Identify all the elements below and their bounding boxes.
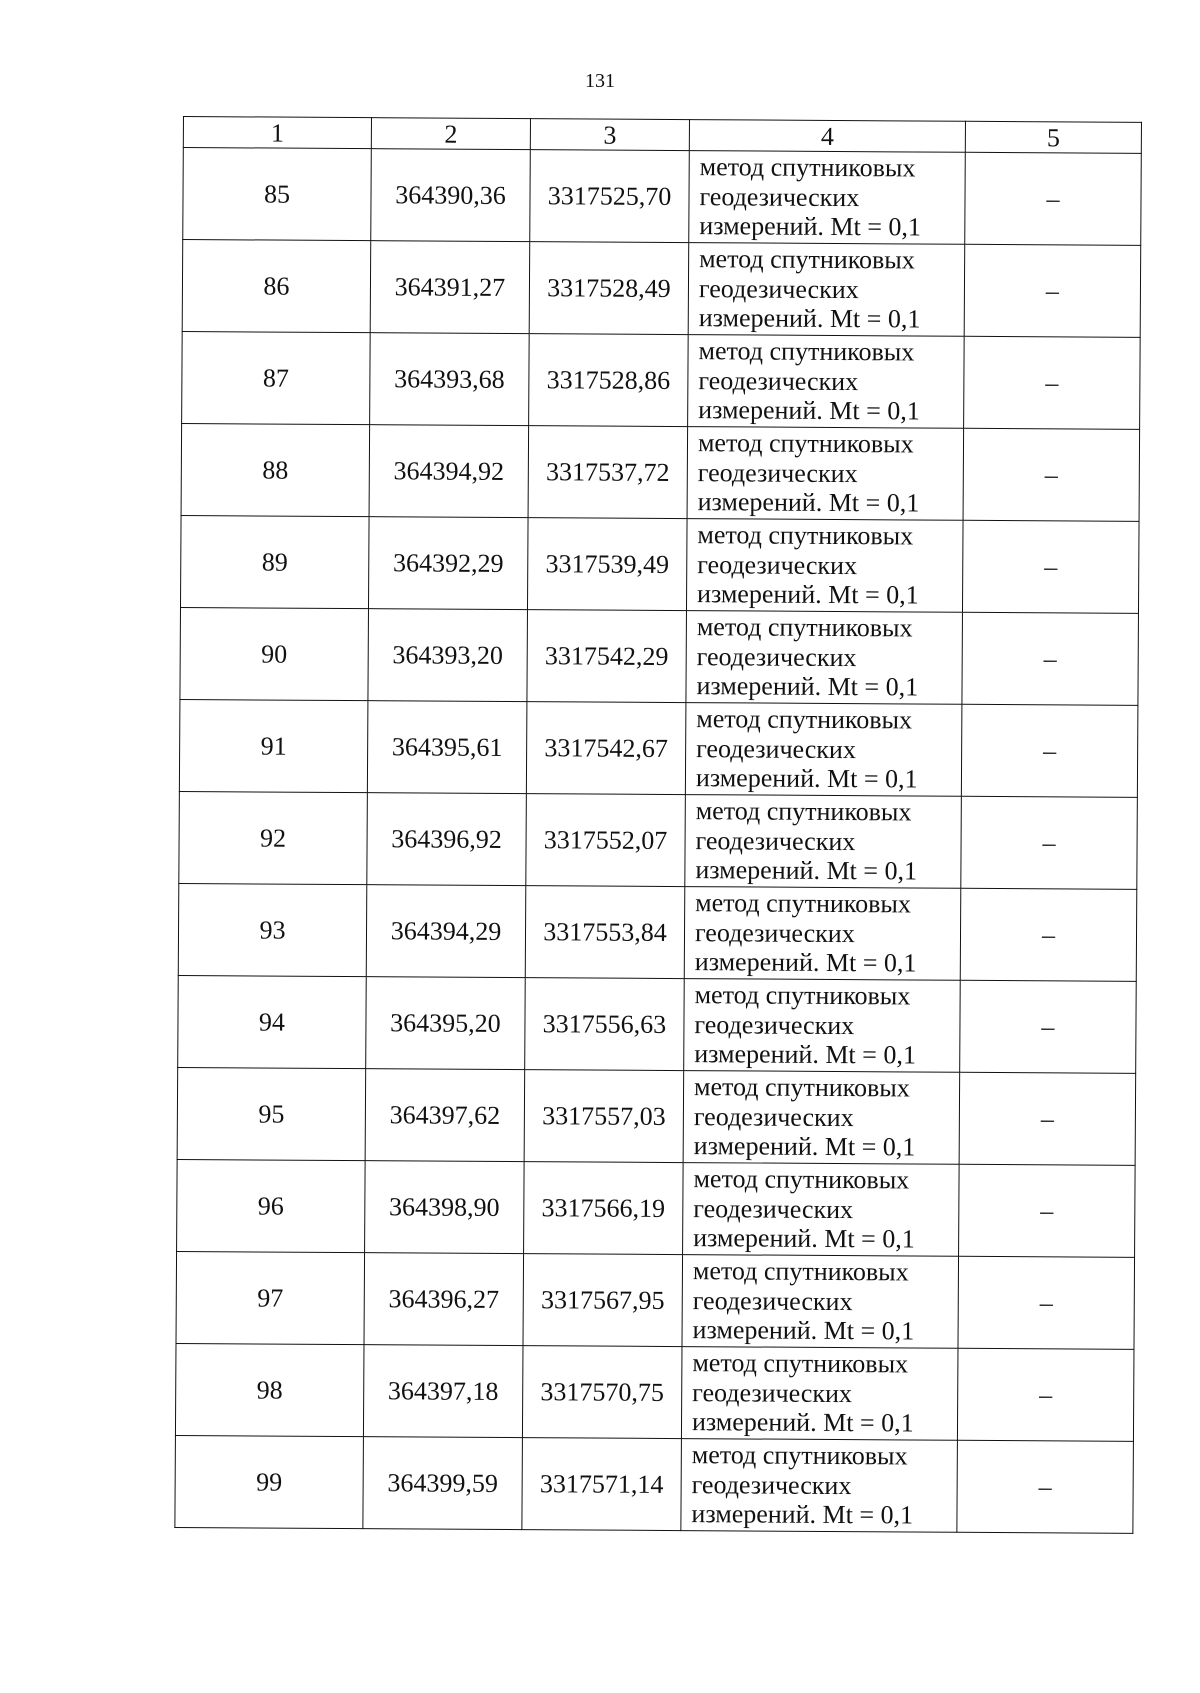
x-coordinate-cell: 364396,27	[364, 1253, 524, 1346]
method-line-2: геодезических	[696, 641, 857, 672]
note-cell: –	[964, 244, 1141, 337]
y-coordinate-cell: 3317571,14	[522, 1438, 682, 1531]
y-coordinate-cell: 3317570,75	[522, 1346, 682, 1439]
table-row	[178, 975, 1137, 1073]
header-col-2: 2	[371, 118, 530, 150]
note-cell: –	[964, 336, 1141, 429]
x-coordinate-cell: 364394,92	[369, 425, 529, 518]
page-number: 131	[585, 70, 615, 92]
note-cell: –	[962, 520, 1139, 613]
method-line-1: метод спутниковых	[697, 428, 914, 459]
y-coordinate-cell: 3317539,49	[527, 518, 687, 611]
method-cell	[686, 519, 963, 613]
x-coordinate-cell: 364394,29	[366, 885, 526, 978]
method-cell	[685, 703, 962, 797]
y-coordinate-cell: 3317528,49	[529, 242, 689, 335]
method-cell	[687, 427, 964, 521]
method-cell	[682, 1255, 959, 1349]
method-line-2: геодезических	[697, 549, 858, 580]
table-row	[175, 1435, 1134, 1533]
x-coordinate-cell: 364393,20	[368, 609, 528, 702]
note-cell: –	[960, 980, 1137, 1073]
note-cell: –	[957, 1440, 1134, 1533]
method-line-2: геодезических	[694, 1009, 855, 1040]
method-cell	[683, 1163, 960, 1257]
y-coordinate-cell: 3317552,07	[526, 794, 686, 887]
method-line-1: метод спутниковых	[695, 888, 911, 919]
point-number-cell: 96	[177, 1159, 366, 1252]
method-line-1: метод спутниковых	[694, 980, 911, 1011]
x-coordinate-cell: 364395,20	[366, 977, 526, 1070]
method-line-1: метод спутниковых	[696, 704, 913, 735]
point-number-cell: 99	[175, 1435, 364, 1528]
method-line-3: измерений. Mt = 0,1	[691, 1499, 914, 1530]
x-coordinate-cell: 364397,18	[363, 1345, 523, 1438]
y-coordinate-cell: 3317525,70	[530, 150, 690, 243]
table-row	[179, 791, 1138, 889]
point-number-cell: 91	[179, 699, 368, 792]
method-line-1: метод спутниковых	[693, 1164, 910, 1195]
point-number-cell: 94	[178, 975, 367, 1068]
method-line-3: измерений. Mt = 0,1	[693, 1223, 915, 1254]
point-number-cell: 87	[182, 331, 371, 424]
method-line-1: метод спутниковых	[692, 1256, 909, 1287]
method-cell	[684, 979, 961, 1073]
method-line-2: геодезических	[697, 457, 858, 488]
method-line-3: измерений. Mt = 0,1	[698, 395, 920, 426]
method-line-3: измерений. Mt = 0,1	[695, 855, 918, 886]
point-number-cell: 89	[180, 515, 369, 608]
method-cell	[689, 151, 966, 245]
method-line-1: метод спутниковых	[693, 1072, 910, 1103]
method-line-1: метод спутниковых	[696, 612, 913, 643]
header-col-1: 1	[183, 117, 371, 149]
point-number-cell: 86	[182, 240, 371, 333]
note-cell: –	[959, 1072, 1136, 1165]
x-coordinate-cell: 364397,62	[365, 1069, 525, 1162]
method-line-2: геодезических	[698, 365, 859, 396]
table-row	[179, 699, 1138, 797]
method-cell	[685, 795, 962, 889]
x-coordinate-cell: 364396,92	[367, 793, 527, 886]
x-coordinate-cell: 364390,36	[371, 149, 531, 242]
table-row	[182, 331, 1141, 429]
y-coordinate-cell: 3317556,63	[525, 978, 685, 1071]
table-row	[183, 148, 1142, 246]
method-line-1: метод спутниковых	[692, 1348, 909, 1379]
y-coordinate-cell: 3317542,67	[526, 702, 686, 795]
method-line-3: измерений. Mt = 0,1	[699, 211, 922, 242]
point-number-cell: 93	[178, 883, 367, 976]
table-row	[176, 1251, 1135, 1349]
method-line-2: геодезических	[696, 733, 856, 764]
table-row	[182, 240, 1141, 338]
method-line-3: измерений. Mt = 0,1	[694, 947, 917, 978]
coordinates-table	[174, 116, 1142, 1534]
method-cell	[681, 1439, 958, 1533]
method-line-1: метод спутниковых	[691, 1440, 908, 1471]
method-line-3: измерений. Mt = 0,1	[696, 671, 919, 702]
coordinates-table-wrapper	[174, 116, 1141, 1534]
method-line-2: геодезических	[691, 1469, 852, 1500]
method-line-1: метод спутниковых	[699, 152, 916, 183]
method-line-3: измерений. Mt = 0,1	[691, 1407, 914, 1438]
method-line-3: измерений. Mt = 0,1	[697, 579, 919, 610]
x-coordinate-cell: 364399,59	[363, 1437, 523, 1530]
y-coordinate-cell: 3317557,03	[524, 1070, 684, 1163]
method-cell	[686, 611, 963, 705]
point-number-cell: 88	[181, 423, 370, 516]
method-line-2: геодезических	[692, 1285, 853, 1316]
x-coordinate-cell: 364391,27	[370, 241, 530, 334]
y-coordinate-cell: 3317567,95	[523, 1254, 683, 1347]
method-line-3: измерений. Mt = 0,1	[698, 303, 921, 334]
method-line-2: геодезических	[693, 1101, 854, 1132]
note-cell: –	[965, 152, 1142, 245]
table-body	[175, 148, 1141, 1534]
x-coordinate-cell: 364392,29	[368, 517, 528, 610]
y-coordinate-cell: 3317542,29	[527, 610, 687, 703]
point-number-cell: 95	[177, 1067, 366, 1160]
table-row	[180, 515, 1139, 613]
header-col-5: 5	[965, 121, 1141, 153]
table-row	[180, 607, 1139, 705]
table-row	[175, 1343, 1134, 1441]
x-coordinate-cell: 364398,90	[365, 1161, 525, 1254]
method-line-3: измерений. Mt = 0,1	[697, 487, 920, 518]
point-number-cell: 92	[179, 791, 368, 884]
point-number-cell: 90	[180, 607, 369, 700]
point-number-cell: 98	[175, 1343, 364, 1436]
note-cell: –	[961, 796, 1138, 889]
method-line-1: метод спутниковых	[697, 520, 914, 551]
method-line-3: измерений. Mt = 0,1	[693, 1131, 916, 1162]
point-number-cell: 85	[183, 148, 372, 241]
method-line-2: геодезических	[693, 1193, 854, 1224]
method-line-1: метод спутниковых	[699, 244, 915, 275]
header-col-3: 3	[530, 119, 689, 151]
header-col-4: 4	[689, 120, 965, 153]
x-coordinate-cell: 364395,61	[367, 701, 527, 794]
method-cell	[683, 1071, 960, 1165]
point-number-cell: 97	[176, 1251, 365, 1344]
method-line-2: геодезических	[692, 1377, 853, 1408]
method-line-3: измерений. Mt = 0,1	[692, 1315, 915, 1346]
method-line-1: метод спутниковых	[698, 336, 915, 367]
note-cell: –	[963, 428, 1140, 521]
method-cell	[688, 335, 965, 429]
note-cell: –	[962, 612, 1139, 705]
method-line-3: измерений. Mt = 0,1	[695, 763, 918, 794]
method-line-2: геодезических	[698, 273, 859, 304]
y-coordinate-cell: 3317528,86	[529, 334, 689, 427]
method-line-2: геодезических	[699, 181, 860, 212]
method-line-2: геодезических	[694, 917, 855, 948]
method-line-2: геодезических	[695, 825, 856, 856]
note-cell: –	[960, 888, 1137, 981]
table-row	[177, 1067, 1136, 1165]
method-cell	[684, 887, 961, 981]
note-cell: –	[959, 1164, 1136, 1257]
table-row	[177, 1159, 1136, 1257]
table-row	[181, 423, 1140, 521]
method-line-3: измерений. Mt = 0,1	[694, 1039, 916, 1070]
note-cell: –	[961, 704, 1138, 797]
method-cell	[688, 243, 965, 337]
method-cell	[681, 1347, 958, 1441]
y-coordinate-cell: 3317566,19	[524, 1162, 684, 1255]
y-coordinate-cell: 3317553,84	[525, 886, 685, 979]
table-row	[178, 883, 1137, 981]
method-line-1: метод спутниковых	[695, 796, 912, 827]
note-cell: –	[958, 1256, 1135, 1349]
y-coordinate-cell: 3317537,72	[528, 426, 688, 519]
note-cell: –	[957, 1348, 1134, 1441]
x-coordinate-cell: 364393,68	[370, 333, 530, 426]
